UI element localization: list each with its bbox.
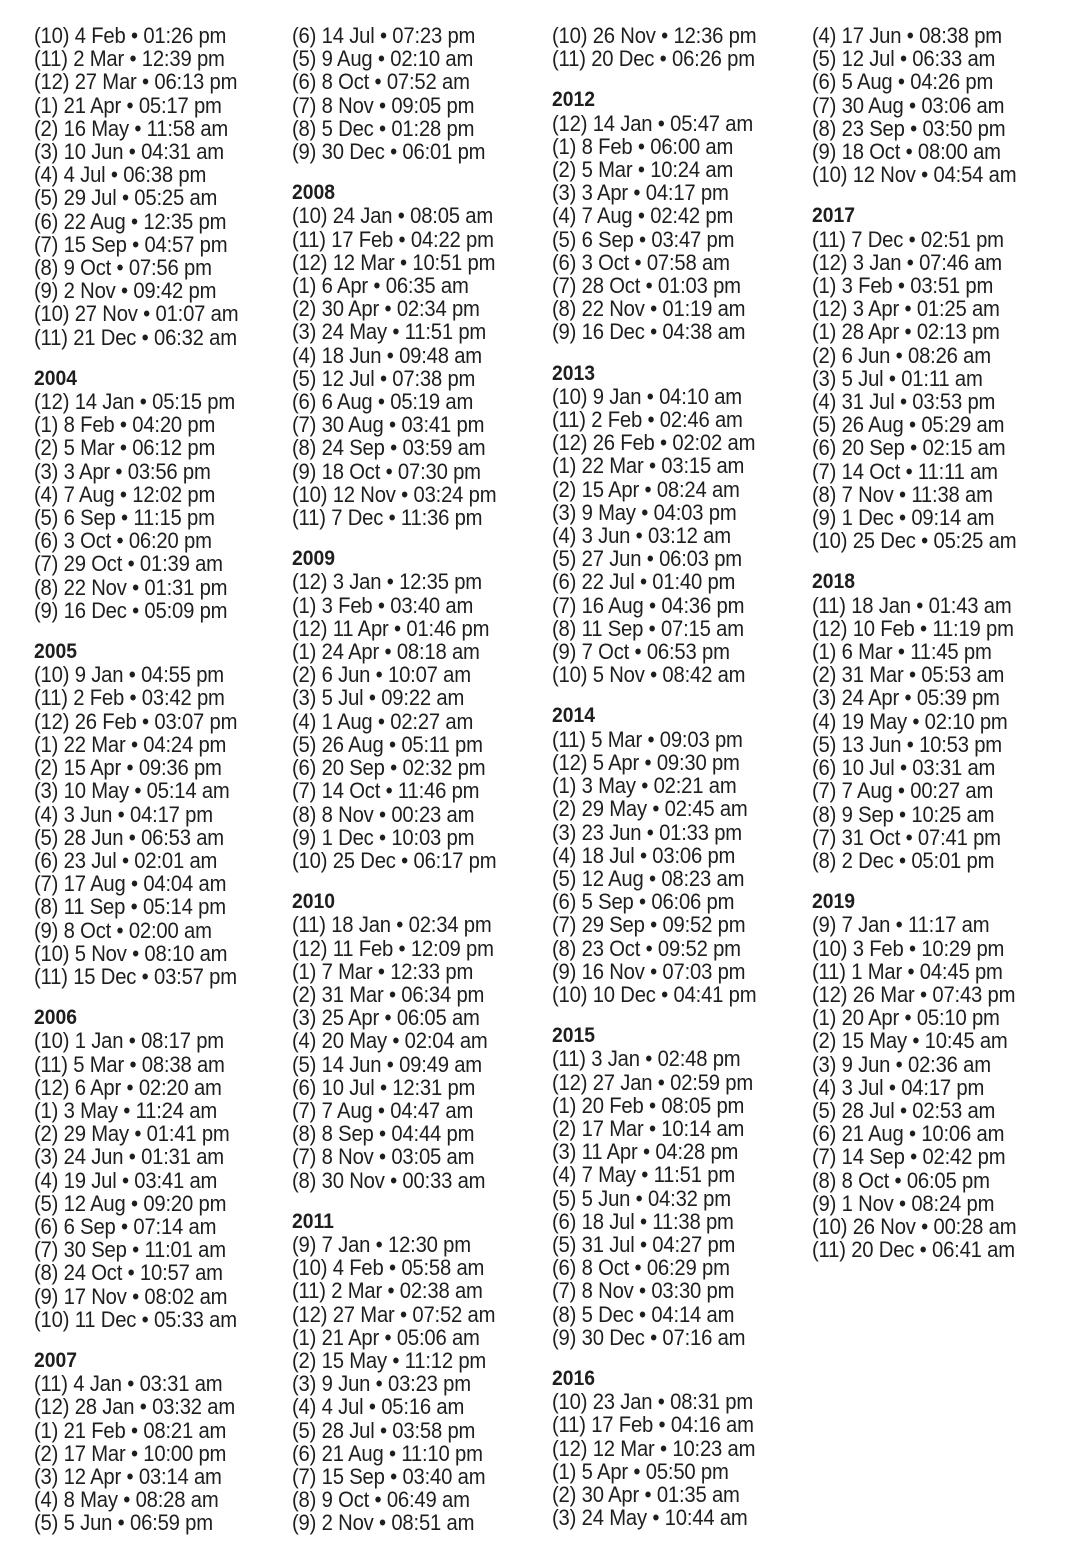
- date-entry: (5) 28 Jun • 06:53 am: [34, 824, 224, 850]
- column-4: [812, 24, 1067, 1261]
- date-entry: (9) 1 Dec • 10:03 pm: [292, 824, 475, 850]
- year-section-2017: [812, 204, 1067, 552]
- date-entry: (10) 11 Dec • 05:33 am: [34, 1306, 237, 1332]
- date-entry: (9) 7 Oct • 06:53 pm: [552, 639, 730, 665]
- date-entry: (12) 3 Jan • 07:46 am: [812, 249, 1002, 275]
- date-entry: (8) 5 Dec • 01:28 pm: [292, 115, 475, 141]
- date-entry: (3) 9 Jun • 03:23 pm: [292, 1371, 471, 1397]
- date-entry: (11) 5 Mar • 08:38 am: [34, 1051, 225, 1077]
- year-heading: 2011: [292, 1209, 334, 1233]
- date-entry: (7) 8 Nov • 03:05 am: [292, 1144, 475, 1170]
- date-entry: (10) 5 Nov • 08:10 am: [34, 940, 228, 966]
- date-entry: (5) 9 Aug • 02:10 am: [292, 46, 474, 72]
- date-entry: (4) 3 Jun • 04:17 pm: [34, 801, 213, 827]
- date-entry: (5) 26 Aug • 05:11 pm: [292, 731, 483, 757]
- date-entry: (5) 5 Jun • 06:59 pm: [34, 1510, 213, 1536]
- date-entry: (6) 6 Sep • 07:14 am: [34, 1213, 217, 1239]
- date-entry: (9) 2 Nov • 08:51 am: [292, 1510, 475, 1536]
- date-entry: (11) 18 Jan • 01:43 am: [812, 592, 1012, 618]
- date-entry: (7) 14 Sep • 02:42 pm: [812, 1144, 1006, 1170]
- date-entry: (12) 27 Jan • 02:59 pm: [552, 1069, 754, 1095]
- date-entry: (5) 27 Jun • 06:03 pm: [552, 546, 742, 572]
- date-entry: (1) 28 Apr • 02:13 pm: [812, 319, 1000, 345]
- year-section-2011: [292, 1210, 547, 1535]
- date-entry: (7) 16 Aug • 04:36 pm: [552, 592, 745, 618]
- year-heading: 2009: [292, 547, 335, 571]
- year-section-2013: [552, 362, 807, 687]
- year-heading: 2005: [34, 640, 77, 664]
- date-entry: (12) 10 Feb • 11:19 pm: [812, 615, 1014, 641]
- date-entry: (9) 2 Nov • 09:42 pm: [34, 278, 217, 304]
- date-entry: (11) 20 Dec • 06:26 pm: [552, 46, 755, 72]
- date-entry: (9) 18 Oct • 07:30 pm: [292, 458, 481, 484]
- date-entry: (6) 22 Aug • 12:35 pm: [34, 208, 227, 234]
- date-entry: (9) 17 Nov • 08:02 am: [34, 1283, 228, 1309]
- date-entry: (8) 9 Oct • 07:56 pm: [34, 255, 212, 281]
- date-entry: (1) 24 Apr • 08:18 am: [292, 639, 480, 665]
- year-heading: 2006: [34, 1006, 77, 1030]
- year-section-2006: [34, 1006, 284, 1331]
- date-entry: (7) 17 Aug • 04:04 am: [34, 871, 227, 897]
- date-entry: (1) 3 Feb • 03:40 am: [292, 592, 474, 618]
- date-entry: (7) 30 Aug • 03:41 pm: [292, 412, 485, 438]
- date-entry: (12) 11 Apr • 01:46 pm: [292, 615, 490, 641]
- date-entry: (5) 28 Jul • 02:53 am: [812, 1097, 996, 1123]
- date-entry: (1) 20 Feb • 08:05 pm: [552, 1092, 745, 1118]
- date-entry: (5) 29 Jul • 05:25 am: [34, 185, 218, 211]
- date-entry: (6) 6 Aug • 05:19 am: [292, 389, 474, 415]
- date-entry: (8) 24 Oct • 10:57 am: [34, 1260, 223, 1286]
- date-entry: (10) 25 Dec • 06:17 pm: [292, 847, 497, 873]
- date-entry: (8) 11 Sep • 05:14 pm: [34, 894, 226, 920]
- date-entry: (9) 16 Dec • 05:09 pm: [34, 597, 228, 623]
- date-entry: (10) 26 Nov • 12:36 pm: [552, 23, 757, 48]
- date-entry: (11) 21 Dec • 06:32 am: [34, 324, 237, 350]
- date-entry: (4) 4 Jul • 05:16 am: [292, 1394, 465, 1420]
- continued-section: [34, 24, 284, 349]
- continued-section: [552, 24, 807, 70]
- year-section-2009: [292, 547, 547, 872]
- date-entry: (4) 1 Aug • 02:27 am: [292, 708, 474, 734]
- date-entry: (12) 26 Mar • 07:43 pm: [812, 981, 1016, 1007]
- date-entry: (4) 7 Aug • 02:42 pm: [552, 203, 734, 229]
- year-heading: 2004: [34, 366, 77, 390]
- date-entry: (3) 11 Apr • 04:28 pm: [552, 1139, 739, 1165]
- year-heading: 2012: [552, 88, 595, 112]
- date-entry: (9) 30 Dec • 06:01 pm: [292, 139, 486, 165]
- date-entry: (10) 9 Jan • 04:10 am: [552, 383, 742, 409]
- date-entry: (11) 3 Jan • 02:48 pm: [552, 1046, 741, 1072]
- date-entry: (6) 3 Oct • 07:58 am: [552, 249, 730, 275]
- date-entry: (3) 3 Apr • 03:56 pm: [34, 458, 211, 484]
- date-entry: (12) 27 Mar • 07:52 am: [292, 1301, 496, 1327]
- year-section-2008: [292, 181, 547, 529]
- date-entry: (6) 14 Jul • 07:23 pm: [292, 23, 476, 48]
- date-entry: (2) 17 Mar • 10:14 am: [552, 1115, 745, 1141]
- date-entry: (5) 6 Sep • 11:15 pm: [34, 505, 215, 531]
- date-entry: (4) 17 Jun • 08:38 pm: [812, 23, 1002, 48]
- date-entry: (12) 27 Mar • 06:13 pm: [34, 69, 238, 95]
- date-entry: (7) 29 Oct • 01:39 am: [34, 551, 223, 577]
- date-entry: (11) 20 Dec • 06:41 am: [812, 1237, 1015, 1263]
- date-entry: (3) 24 Apr • 05:39 pm: [812, 685, 1000, 711]
- date-entry: (5) 6 Sep • 03:47 pm: [552, 226, 735, 252]
- date-entry: (6) 20 Sep • 02:32 pm: [292, 755, 486, 781]
- date-entry: (4) 7 Aug • 12:02 pm: [34, 481, 216, 507]
- date-entry: (11) 2 Feb • 03:42 pm: [34, 685, 225, 711]
- date-entry: (3) 24 May • 10:44 am: [552, 1505, 748, 1531]
- date-entry: (7) 7 Aug • 04:47 am: [292, 1097, 474, 1123]
- date-entry: (6) 10 Jul • 03:31 am: [812, 755, 996, 781]
- date-entry: (10) 1 Jan • 08:17 pm: [34, 1028, 224, 1054]
- date-entry: (11) 7 Dec • 11:36 pm: [292, 505, 483, 531]
- year-heading: 2016: [552, 1366, 595, 1390]
- year-section-2016: [552, 1367, 807, 1529]
- year-heading: 2013: [552, 361, 595, 385]
- date-entry: (6) 22 Jul • 01:40 pm: [552, 569, 736, 595]
- year-heading: 2017: [812, 204, 855, 228]
- year-section-2004: [34, 367, 284, 622]
- date-entry: (11) 4 Jan • 03:31 am: [34, 1371, 223, 1397]
- date-entry: (12) 26 Feb • 02:02 am: [552, 430, 756, 456]
- year-heading: 2019: [812, 890, 855, 914]
- date-entry: (8) 2 Dec • 05:01 pm: [812, 847, 995, 873]
- date-entry: (1) 22 Mar • 04:24 pm: [34, 731, 227, 757]
- date-entry: (1) 8 Feb • 06:00 am: [552, 133, 734, 159]
- date-entry: (4) 4 Jul • 06:38 pm: [34, 162, 207, 188]
- date-entry: (7) 30 Sep • 11:01 am: [34, 1237, 226, 1263]
- date-entry: (1) 20 Apr • 05:10 pm: [812, 1005, 1000, 1031]
- year-heading: 2015: [552, 1024, 595, 1048]
- date-entry: (12) 3 Jan • 12:35 pm: [292, 569, 482, 595]
- date-entry: (8) 22 Nov • 01:19 am: [552, 296, 746, 322]
- date-entry: (11) 17 Feb • 04:22 pm: [292, 226, 494, 252]
- date-entry: (6) 21 Aug • 10:06 am: [812, 1121, 1005, 1147]
- date-entry: (3) 10 Jun • 04:31 am: [34, 139, 224, 165]
- date-entry: (3) 24 May • 11:51 pm: [292, 319, 487, 345]
- date-entry: (8) 8 Sep • 04:44 pm: [292, 1121, 475, 1147]
- date-entry: (1) 8 Feb • 04:20 pm: [34, 412, 216, 438]
- date-entry: (5) 31 Jul • 04:27 pm: [552, 1231, 736, 1257]
- date-entry: (9) 1 Nov • 08:24 pm: [812, 1190, 995, 1216]
- date-entry: (11) 2 Mar • 12:39 pm: [34, 46, 225, 72]
- date-entry: (1) 3 Feb • 03:51 pm: [812, 273, 994, 299]
- date-entry: (10) 12 Nov • 03:24 pm: [292, 481, 497, 507]
- date-entry: (5) 28 Jul • 03:58 pm: [292, 1417, 476, 1443]
- date-entry: (8) 23 Sep • 03:50 pm: [812, 115, 1006, 141]
- date-entry: (2) 15 May • 11:12 pm: [292, 1347, 487, 1373]
- column-1: [34, 24, 284, 1535]
- year-section-2019: [812, 890, 1067, 1261]
- date-entry: (12) 6 Apr • 02:20 am: [34, 1074, 222, 1100]
- date-entry: (10) 24 Jan • 08:05 am: [292, 203, 494, 229]
- date-entry: (10) 26 Nov • 00:28 am: [812, 1213, 1017, 1239]
- date-entry: (2) 5 Mar • 10:24 am: [552, 157, 734, 183]
- date-entry: (10) 27 Nov • 01:07 am: [34, 301, 239, 327]
- continued-section: [812, 24, 1067, 186]
- date-entry: (12) 28 Jan • 03:32 am: [34, 1394, 236, 1420]
- date-entry: (2) 16 May • 11:58 am: [34, 115, 229, 141]
- year-section-2007: [34, 1349, 284, 1535]
- date-entry: (3) 5 Jul • 01:11 am: [812, 365, 983, 391]
- date-entry: (11) 5 Mar • 09:03 pm: [552, 726, 743, 752]
- date-entry: (4) 31 Jul • 03:53 pm: [812, 389, 996, 415]
- date-entry: (7) 15 Sep • 03:40 am: [292, 1463, 486, 1489]
- date-entry: (4) 8 May • 08:28 am: [34, 1487, 219, 1513]
- date-entry: (2) 29 May • 02:45 am: [552, 796, 748, 822]
- date-entry: (12) 3 Apr • 01:25 am: [812, 296, 1000, 322]
- year-section-2010: [292, 890, 547, 1192]
- date-entry: (1) 6 Apr • 06:35 am: [292, 273, 469, 299]
- date-entry: (7) 8 Nov • 03:30 pm: [552, 1278, 735, 1304]
- date-entry: (3) 25 Apr • 06:05 am: [292, 1005, 480, 1031]
- date-entry: (9) 7 Jan • 11:17 am: [812, 912, 990, 938]
- date-entry: (10) 5 Nov • 08:42 am: [552, 662, 746, 688]
- year-heading: 2010: [292, 890, 335, 914]
- date-entry: (2) 6 Jun • 08:26 am: [812, 342, 991, 368]
- date-entry: (12) 12 Mar • 10:23 am: [552, 1435, 756, 1461]
- date-entry: (12) 11 Feb • 12:09 pm: [292, 935, 494, 961]
- year-heading: 2008: [292, 181, 335, 205]
- date-entry: (6) 5 Aug • 04:26 pm: [812, 69, 994, 95]
- date-entry: (11) 1 Mar • 04:45 pm: [812, 958, 1003, 984]
- date-entry: (9) 7 Jan • 12:30 pm: [292, 1231, 471, 1257]
- date-entry: (11) 2 Feb • 02:46 am: [552, 407, 743, 433]
- date-entry: (5) 5 Jun • 04:32 pm: [552, 1185, 731, 1211]
- date-entry: (2) 5 Mar • 06:12 pm: [34, 435, 216, 461]
- date-entry: (2) 15 May • 10:45 am: [812, 1028, 1008, 1054]
- date-entry: (10) 4 Feb • 05:58 am: [292, 1255, 485, 1281]
- date-entry: (4) 18 Jul • 03:06 pm: [552, 842, 736, 868]
- year-section-2012: [552, 88, 807, 343]
- date-entry: (5) 14 Jun • 09:49 am: [292, 1051, 482, 1077]
- date-entry: (3) 12 Apr • 03:14 am: [34, 1463, 222, 1489]
- date-entry: (4) 3 Jul • 04:17 pm: [812, 1074, 985, 1100]
- date-entry: (8) 9 Sep • 10:25 am: [812, 801, 995, 827]
- date-entry: (9) 16 Dec • 04:38 am: [552, 319, 746, 345]
- year-section-2015: [552, 1024, 807, 1349]
- date-entry: (4) 19 May • 02:10 pm: [812, 708, 1008, 734]
- date-entry: (9) 8 Oct • 02:00 am: [34, 917, 212, 943]
- date-entry: (8) 23 Oct • 09:52 pm: [552, 935, 741, 961]
- date-entry: (6) 10 Jul • 12:31 pm: [292, 1074, 476, 1100]
- date-entry: (7) 14 Oct • 11:11 am: [812, 458, 998, 484]
- date-entry: (9) 18 Oct • 08:00 am: [812, 139, 1001, 165]
- year-section-2014: [552, 704, 807, 1006]
- year-section-2005: [34, 640, 284, 988]
- date-entry: (8) 24 Sep • 03:59 am: [292, 435, 486, 461]
- column-2: [292, 24, 547, 1535]
- date-entry: (6) 18 Jul • 11:38 pm: [552, 1208, 734, 1234]
- date-entry: (2) 31 Mar • 06:34 pm: [292, 981, 485, 1007]
- date-entry: (1) 21 Apr • 05:17 pm: [34, 92, 222, 118]
- date-entry: (3) 9 Jun • 02:36 am: [812, 1051, 991, 1077]
- date-entry: (2) 15 Apr • 09:36 pm: [34, 755, 222, 781]
- date-entry: (10) 23 Jan • 08:31 pm: [552, 1389, 754, 1415]
- date-entry: (5) 12 Jul • 06:33 am: [812, 46, 996, 72]
- date-entry: (11) 18 Jan • 02:34 pm: [292, 912, 492, 938]
- date-entry: (7) 28 Oct • 01:03 pm: [552, 273, 741, 299]
- continued-section: [292, 24, 547, 163]
- date-entry: (8) 5 Dec • 04:14 am: [552, 1301, 735, 1327]
- date-entry: (11) 7 Dec • 02:51 pm: [812, 226, 1004, 252]
- date-entry: (6) 3 Oct • 06:20 pm: [34, 528, 212, 554]
- date-entry: (3) 3 Apr • 04:17 pm: [552, 180, 729, 206]
- date-entry: (2) 30 Apr • 02:34 pm: [292, 296, 480, 322]
- year-heading: 2014: [552, 704, 595, 728]
- date-entry: (3) 24 Jun • 01:31 am: [34, 1144, 224, 1170]
- date-entry: (7) 31 Oct • 07:41 pm: [812, 824, 1001, 850]
- date-entry: (6) 5 Sep • 06:06 pm: [552, 889, 735, 915]
- date-entry: (1) 3 May • 11:24 am: [34, 1097, 218, 1123]
- date-entry: (3) 10 May • 05:14 am: [34, 778, 230, 804]
- date-entry: (10) 4 Feb • 01:26 pm: [34, 23, 227, 48]
- date-entry: (8) 11 Sep • 07:15 am: [552, 615, 744, 641]
- date-entry: (7) 7 Aug • 00:27 am: [812, 778, 994, 804]
- date-entry: (4) 19 Jul • 03:41 am: [34, 1167, 218, 1193]
- date-entry: (5) 13 Jun • 10:53 pm: [812, 731, 1002, 757]
- date-entry: (5) 26 Aug • 05:29 am: [812, 412, 1005, 438]
- year-heading: 2007: [34, 1348, 77, 1372]
- date-entry: (9) 1 Dec • 09:14 am: [812, 505, 995, 531]
- date-entry: (1) 21 Apr • 05:06 am: [292, 1324, 480, 1350]
- date-entry: (8) 8 Oct • 06:05 pm: [812, 1167, 990, 1193]
- date-entry: (8) 7 Nov • 11:38 am: [812, 481, 993, 507]
- date-entry: (1) 5 Apr • 05:50 pm: [552, 1458, 729, 1484]
- date-entry: (10) 25 Dec • 05:25 am: [812, 528, 1017, 554]
- date-entry: (9) 16 Nov • 07:03 pm: [552, 958, 746, 984]
- date-entry: (7) 14 Oct • 11:46 pm: [292, 778, 480, 804]
- date-entry: (7) 29 Sep • 09:52 pm: [552, 912, 746, 938]
- year-heading: 2018: [812, 570, 855, 594]
- date-entry: (12) 14 Jan • 05:47 am: [552, 110, 754, 136]
- date-entry: (8) 30 Nov • 00:33 am: [292, 1167, 486, 1193]
- date-entry: (8) 8 Nov • 00:23 am: [292, 801, 475, 827]
- date-entry: (6) 20 Sep • 02:15 am: [812, 435, 1006, 461]
- date-entry: (10) 10 Dec • 04:41 pm: [552, 981, 757, 1007]
- date-entry: (11) 17 Feb • 04:16 am: [552, 1412, 754, 1438]
- date-entry: (2) 15 Apr • 08:24 am: [552, 476, 740, 502]
- date-entry: (1) 21 Feb • 08:21 am: [34, 1417, 227, 1443]
- date-entry: (4) 18 Jun • 09:48 am: [292, 342, 482, 368]
- date-entry: (4) 7 May • 11:51 pm: [552, 1162, 736, 1188]
- date-entry: (6) 8 Oct • 06:29 pm: [552, 1255, 730, 1281]
- date-entry: (10) 3 Feb • 10:29 pm: [812, 935, 1005, 961]
- year-section-2018: [812, 570, 1067, 872]
- date-entry: (3) 9 May • 04:03 pm: [552, 499, 737, 525]
- date-entry: (12) 5 Apr • 09:30 pm: [552, 749, 740, 775]
- date-entry: (12) 12 Mar • 10:51 pm: [292, 249, 496, 275]
- date-entry: (10) 9 Jan • 04:55 pm: [34, 662, 224, 688]
- date-entry: (8) 9 Oct • 06:49 am: [292, 1487, 470, 1513]
- date-entry: (12) 14 Jan • 05:15 pm: [34, 389, 236, 415]
- column-3: [552, 24, 807, 1529]
- date-entry: (10) 12 Nov • 04:54 am: [812, 162, 1017, 188]
- date-entry: (1) 7 Mar • 12:33 pm: [292, 958, 474, 984]
- date-entry: (2) 31 Mar • 05:53 am: [812, 662, 1005, 688]
- date-entry: (4) 20 May • 02:04 am: [292, 1028, 488, 1054]
- date-entry: (2) 29 May • 01:41 pm: [34, 1121, 230, 1147]
- date-entry: (5) 12 Aug • 09:20 pm: [34, 1190, 227, 1216]
- date-entry: (11) 2 Mar • 02:38 am: [292, 1278, 483, 1304]
- date-entry: (6) 23 Jul • 02:01 am: [34, 847, 218, 873]
- date-entry: (2) 30 Apr • 01:35 am: [552, 1481, 740, 1507]
- date-entry: (7) 8 Nov • 09:05 pm: [292, 92, 475, 118]
- date-entry: (12) 26 Feb • 03:07 pm: [34, 708, 238, 734]
- date-entry: (5) 12 Aug • 08:23 am: [552, 865, 745, 891]
- date-entry: (3) 5 Jul • 09:22 am: [292, 685, 465, 711]
- date-entry: (1) 6 Mar • 11:45 pm: [812, 639, 992, 665]
- date-entry: (7) 30 Aug • 03:06 am: [812, 92, 1005, 118]
- date-entry: (2) 17 Mar • 10:00 pm: [34, 1440, 227, 1466]
- date-entry: (3) 23 Jun • 01:33 pm: [552, 819, 742, 845]
- date-entry: (5) 12 Jul • 07:38 pm: [292, 365, 476, 391]
- date-entry: (1) 3 May • 02:21 am: [552, 773, 737, 799]
- date-entry: (11) 15 Dec • 03:57 pm: [34, 963, 237, 989]
- date-entry: (8) 22 Nov • 01:31 pm: [34, 574, 228, 600]
- date-entry: (7) 15 Sep • 04:57 pm: [34, 231, 228, 257]
- date-entry: (2) 6 Jun • 10:07 am: [292, 662, 471, 688]
- date-entry: (6) 21 Aug • 11:10 pm: [292, 1440, 483, 1466]
- date-entry: (9) 30 Dec • 07:16 am: [552, 1324, 746, 1350]
- date-entry: (4) 3 Jun • 03:12 am: [552, 523, 731, 549]
- date-entry: (6) 8 Oct • 07:52 am: [292, 69, 470, 95]
- date-entry: (1) 22 Mar • 03:15 am: [552, 453, 745, 479]
